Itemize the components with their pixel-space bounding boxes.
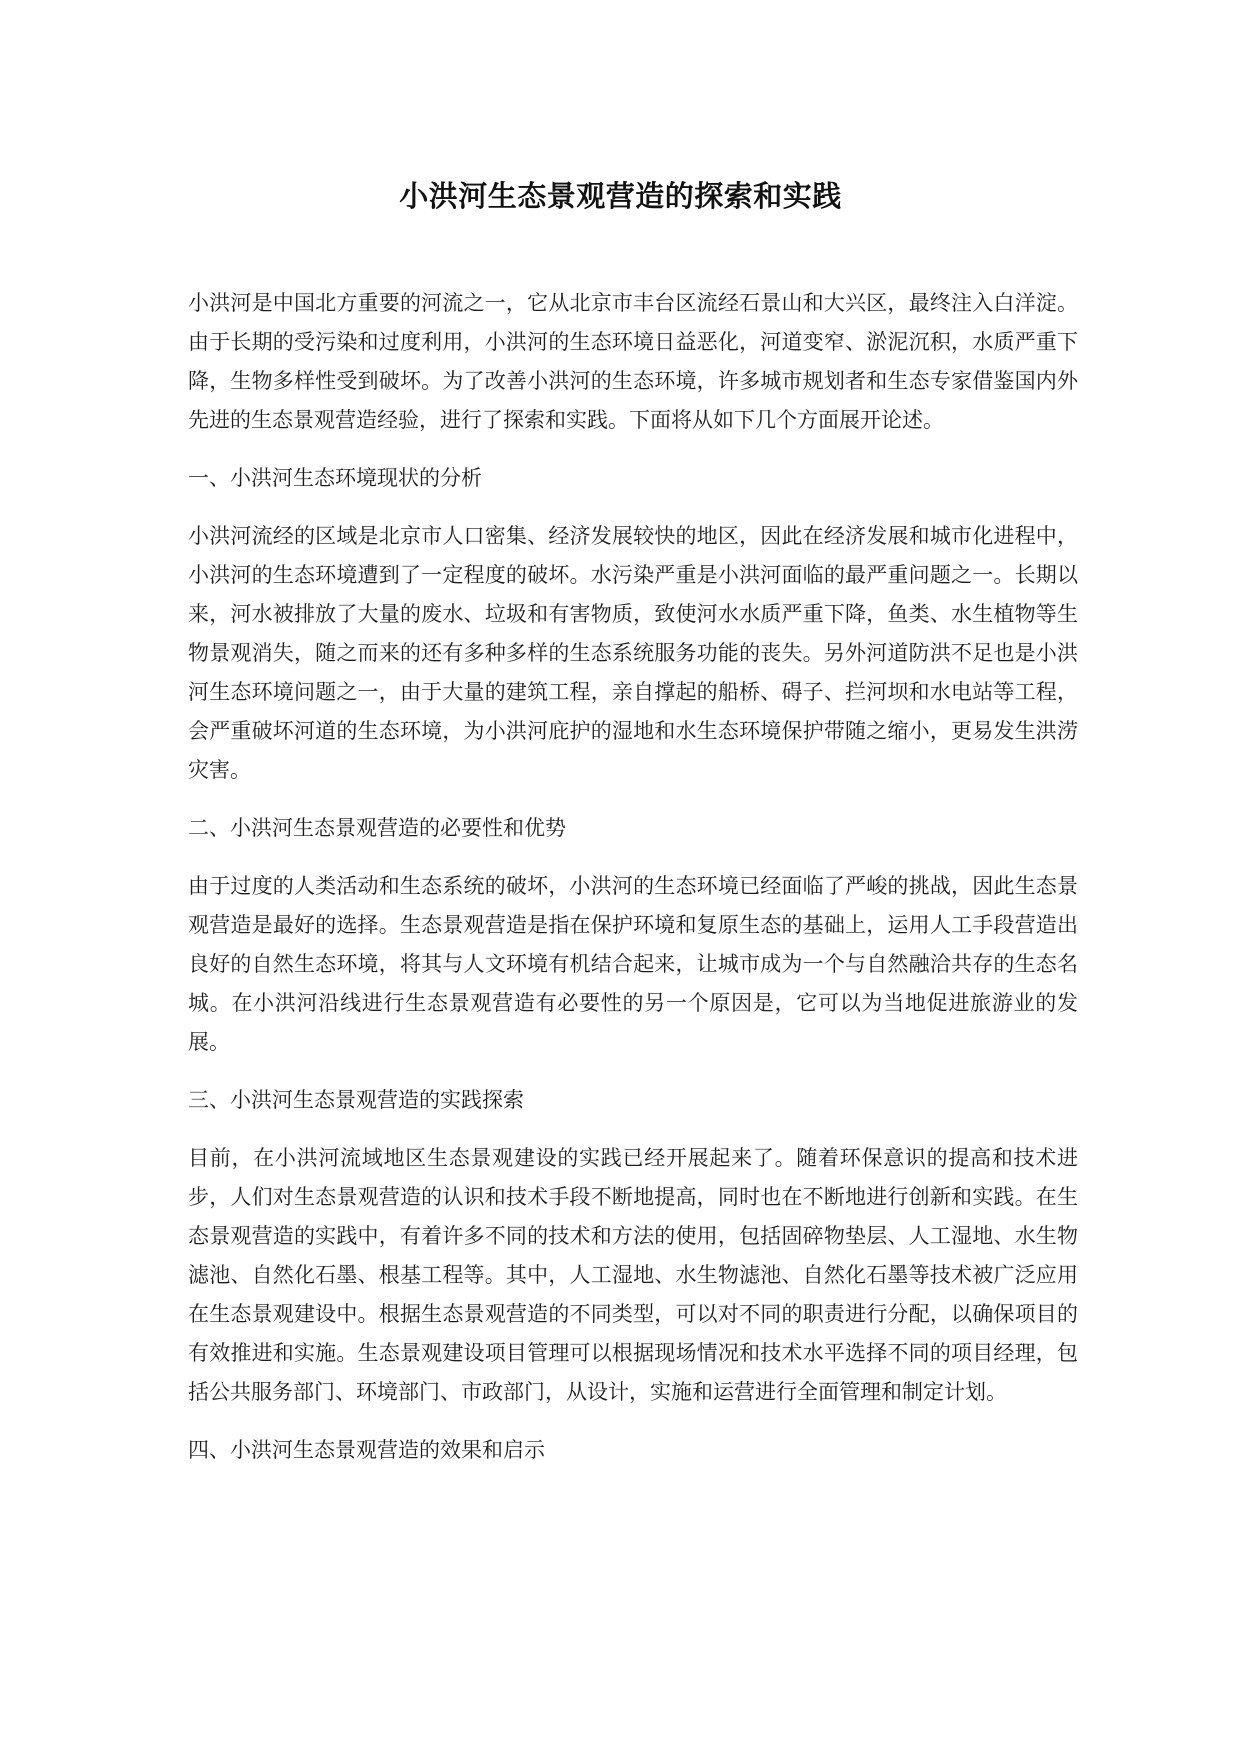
section-4-heading: 四、小洪河生态景观营造的效果和启示 (188, 1438, 545, 1462)
section-3-heading: 三、小洪河生态景观营造的实践探索 (188, 1088, 524, 1112)
section-1-paragraph: 小洪河流经的区域是北京市人口密集、经济发展较快的地区，因此在经济发展和城市化进程中，小洪河的生态环境遭到了一定程度的破坏。水污染严重是小洪河面临的最严重问题之一。长期以来，河水被排放了大量的废水、垃圾和有害物质，致使河水水质严重下降，鱼类、水生植物等生物景观消失，随之而来的还有多种多样的生态系统服务功能的丧失。另外河道防洪不足也是小洪河生态环境问题之一，由于大量的建筑工程，亲自撑起的船桥、碍子、拦河坝和水电站等工程，会严重破坏河道的生态环境，为小洪河庇护的湿地和水生态环境保护带随之缩小，更易发生洪涝灾害。 (188, 524, 1078, 782)
section-1-heading: 一、小洪河生态环境现状的分析 (188, 466, 482, 490)
section-2-heading: 二、小洪河生态景观营造的必要性和优势 (188, 816, 566, 840)
document-body (188, 284, 1078, 1489)
section-2-paragraph: 由于过度的人类活动和生态系统的破坏，小洪河的生态环境已经面临了严峻的挑战，因此生态景观营造是最好的选择。生态景观营造是指在保护环境和复原生态的基础上，运用人工手段营造出良好的自然生态环境，将其与人文环境有机结合起来，让城市成为一个与自然融洽共存的生态名城。在小洪河沿线进行生态景观营造有必要性的另一个原因是，它可以为当地促进旅游业的发展。 (188, 874, 1078, 1054)
section-3-paragraph: 目前，在小洪河流域地区生态景观建设的实践已经开展起来了。随着环保意识的提高和技术进步，人们对生态景观营造的认识和技术手段不断地提高，同时也在不断地进行创新和实践。在生态景观营造的实践中，有着许多不同的技术和方法的使用，包括固碎物垫层、人工湿地、水生物滤池、自然化石墨、根基工程等。其中，人工湿地、水生物滤池、自然化石墨等技术被广泛应用在生态景观建设中。根据生态景观营造的不同类型，可以对不同的职责进行分配，以确保项目的有效推进和实施。生态景观建设项目管理可以根据现场情况和技术水平选择不同的项目经理，包括公共服务部门、环境部门、市政部门，从设计，实施和运营进行全面管理和制定计划。 (188, 1146, 1078, 1404)
intro-paragraph: 小洪河是中国北方重要的河流之一，它从北京市丰台区流经石景山和大兴区，最终注入白洋淀。由于长期的受污染和过度利用，小洪河的生态环境日益恶化，河道变窄、淤泥沉积，水质严重下降，生物多样性受到破坏。为了改善小洪河的生态环境，许多城市规划者和生态专家借鉴国内外先进的生态景观营造经验，进行了探索和实践。下面将从如下几个方面展开论述。 (188, 291, 1078, 432)
document-title: 小洪河生态景观营造的探索和实践 (399, 179, 842, 213)
